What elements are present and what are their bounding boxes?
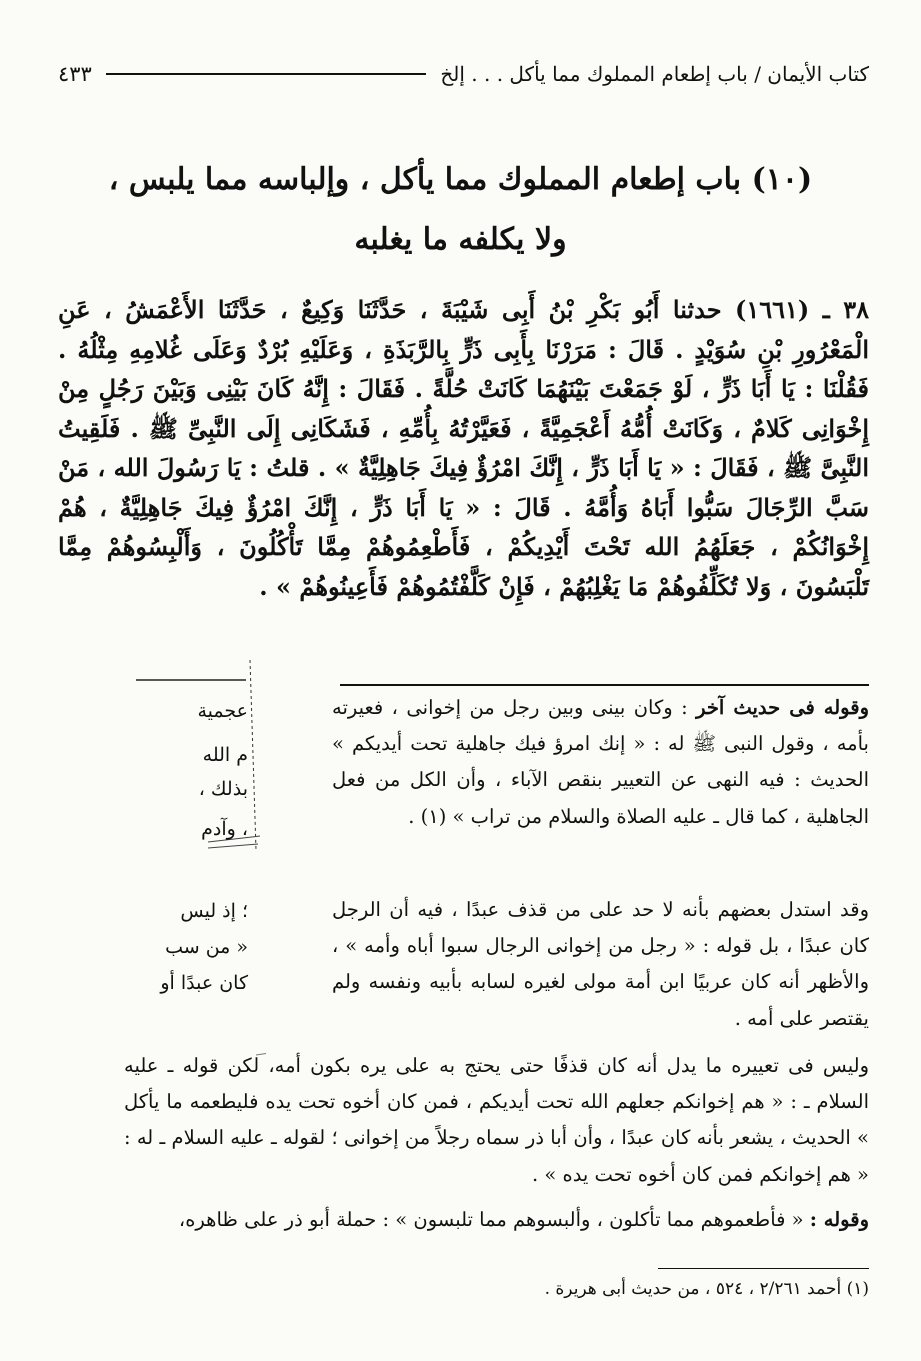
header-rule	[106, 73, 427, 75]
fragment-line: « من سب	[165, 936, 248, 958]
commentary-paragraph: وليس فى تعييره ما يدل أنه كان قذفًا حتى يحتج به على يره بكون أمه، لكن قوله ـ عليه السلام ـ : « هم إخوانكم جعلهم الله تحت أيديكم ، فمن كان أخوه تحت يده فليطعمه ما يأكل » الحديث ، يشعر بأنه كان عبدًا ، وأن أبا ذر سماه رجلاً من إخوانى ؛ لقوله ـ عليه السلام ـ له : « هم إخوانكم فمن كان أخوه تحت يده » .	[124, 1054, 869, 1186]
header-title: كتاب الأيمان / باب إطعام المملوك مما يأكل . . . إلخ	[440, 62, 869, 86]
fragment-line: بذلك ،	[198, 778, 248, 800]
commentary-block-1	[332, 690, 869, 835]
fragment-line: كان عبدًا أو	[160, 972, 248, 994]
page-number: ٤٣٣	[58, 62, 92, 86]
commentary-text: « فأطعموهم مما تأكلون ، وألبسوهم مما تلبسون » : حملة أبو ذر على ظاهره،	[178, 1208, 804, 1231]
commentary-block-3	[124, 1048, 869, 1193]
commentary-block-2	[332, 892, 869, 1037]
chapter-title-line1: (١٠) باب إطعام المملوك مما يأكل ، وإلباسه مما يلبس ،	[108, 162, 813, 197]
pasted-fragment	[126, 660, 266, 1060]
commentary-block-4	[124, 1202, 869, 1238]
commentary-paragraph	[124, 1202, 869, 1238]
footnote: (١) أحمد ٢/٢٦١ ، ٥٢٤ ، من حديث أبى هريرة .	[544, 1279, 869, 1299]
running-header	[58, 54, 869, 94]
fragment-line: م الله	[202, 744, 248, 766]
commentary-text: : وكان بينى وبين رجل من إخوانى ، فعيرته بأمه ، وقول النبى ﷺ له : « إنك امرؤ فيك جاهلية تحت أيديكم » الحديث : فيه النهى عن التعيير بنقص الآباء ، وأن الكل من فعل الجاهلية ، كما قال ـ عليه الصلاة والسلام من تراب » (١) .	[332, 696, 869, 828]
fragment-line: عجمية	[197, 700, 248, 722]
commentary-separator	[340, 684, 869, 686]
commentary-lead: وقوله فى حديث آخر	[696, 696, 869, 719]
commentary-lead: وقوله :	[809, 1208, 869, 1231]
commentary-paragraph: وقد استدل بعضهم بأنه لا حد على من قذف عبدًا ، فيه أن الرجل كان عبدًا ، بل قوله : « رجل من إخوانى الرجال سبوا أباه وأمه » ، والأظهر أنه كان عربيًا ابن أمة مولى لغيره لسابه بأبيه ونفسه ولم يقتصر على أمه .	[332, 898, 869, 1030]
footnote-separator	[658, 1268, 869, 1269]
chapter-title-line2: ولا يكلفه ما يغلبه	[354, 222, 567, 257]
hadith-text	[58, 290, 869, 606]
hadith-paragraph: ٣٨ ـ (١٦٦١) حدثنا أَبُو بَكْرِ بْنُ أَبِى شَيْبَةَ ، حَدَّثَنَا وَكِيعٌ ، حَدَّثَنَا الأَعْمَشُ ، عَنِ الْمَعْرُورِ بْنِ سُوَيْدٍ . قَالَ : مَرَرْنَا بِأَبِى ذَرٍّ بِالرَّبَذَةِ ، وَعَلَيْهِ بُرْدٌ وَعَلَى غُلامِهِ مِثْلُهُ . فَقُلْنَا : يَا أَبَا ذَرٍّ ، لَوْ جَمَعْتَ بَيْنَهُمَا كَانَتْ حُلَّةً . فَقَالَ : إِنَّهُ كَانَ بَيْنِى وَبَيْنَ رَجُلٍ مِنْ إِخْوَانِى كَلامٌ ، وَكَانَتْ أُمُّهُ أَعْجَمِيَّةً ، فَعَيَّرْتُهُ بِأُمِّهِ ، فَشَكَانِى إِلَى النَّبِىِّ ﷺ . فَلَقِيتُ النَّبِىَّ ﷺ ، فَقَالَ : « يَا أَبَا ذَرٍّ ، إِنَّكَ امْرُؤٌ فِيكَ جَاهِلِيَّةٌ » . قلتُ : يَا رَسُولَ الله ، مَنْ سَبَّ الرِّجَالَ سَبُّوا أَبَاهُ وَأُمَّهُ . قَالَ : « يَا أَبَا ذَرٍّ ، إِنَّكَ امْرُؤٌ فِيكَ جَاهِلِيَّةٌ ، هُمْ إِخْوَانُكُمْ ، جَعَلَهُمُ الله تَحْتَ أَيْدِيكُمْ ، فَأَطْعِمُوهُمْ مِمَّا تَأْكُلُونَ ، وَأَلْبِسُوهُمْ مِمَّا تَلْبَسُونَ ، وَلا تُكَلِّفُوهُمْ مَا يَغْلِبُهُمْ ، فَإِنْ كَلَّفْتُمُوهُمْ فَأَعِينُوهُمْ » .	[58, 295, 870, 601]
fragment-line: ؛ إذ ليس	[180, 900, 248, 922]
commentary-paragraph	[332, 690, 869, 835]
fragment-line: ، وآدم	[201, 818, 248, 840]
